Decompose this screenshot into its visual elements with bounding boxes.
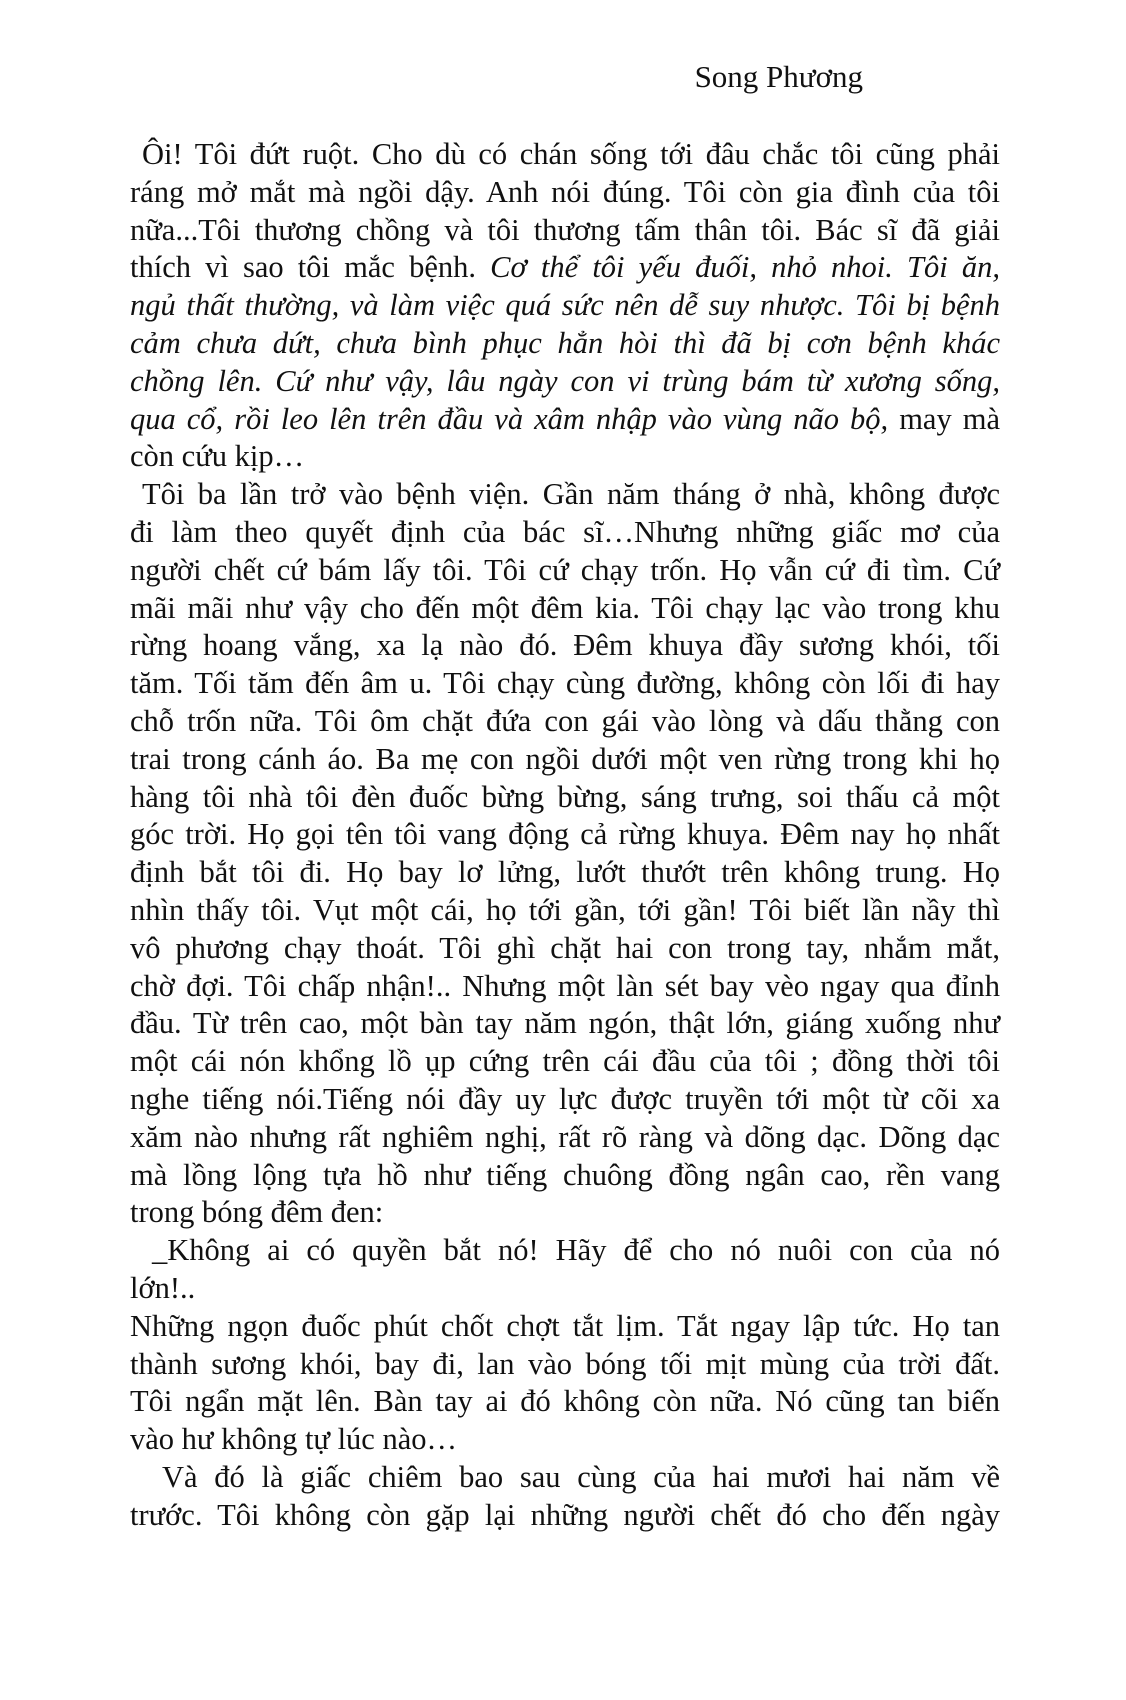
text-line	[130, 854, 1000, 892]
text-segment: trai trong cánh áo. Ba mẹ con ngồi dưới một ven rừng trong khi họ	[130, 741, 1000, 776]
italic-text-segment: ngủ thất thường, và làm việc quá sức nên dễ suy nhược. Tôi bị bệnh	[130, 288, 1000, 323]
text-segment: rừng hoang vắng, xa lạ nào đó. Đêm khuya đầy sương khói, tối	[130, 628, 1000, 663]
text-line	[130, 1157, 1000, 1195]
text-line	[130, 476, 1000, 514]
text-segment: mãi mãi như vậy cho đến một đêm kia. Tôi chạy lạc vào trong khu	[130, 590, 1000, 625]
text-line	[130, 1497, 1000, 1535]
text-line	[130, 136, 1000, 174]
text-segment: _Không ai có quyền bắt nó! Hãy để cho nó nuôi con của nó	[152, 1233, 1000, 1268]
text-segment: còn cứu kịp…	[130, 439, 305, 474]
text-segment: thích vì sao tôi mắc bệnh.	[130, 250, 491, 285]
text-line	[130, 590, 1000, 628]
text-line	[130, 212, 1000, 250]
text-line	[130, 1459, 1000, 1497]
text-segment: chỗ trốn nữa. Tôi ôm chặt đứa con gái vào lòng và dấu thằng con	[130, 703, 1000, 738]
text-segment: vô phương chạy thoát. Tôi ghì chặt hai con trong tay, nhắm mắt,	[130, 930, 1000, 965]
text-segment: Và đó là giấc chiêm bao sau cùng của hai mươi hai năm về	[162, 1459, 1000, 1494]
text-segment: đầu. Từ trên cao, một bàn tay năm ngón, thật lớn, giáng xuống như	[130, 1006, 1000, 1041]
text-segment: chờ đợi. Tôi chấp nhận!.. Nhưng một làn sét bay vèo ngay qua đỉnh	[130, 968, 1000, 1003]
text-line	[130, 665, 1000, 703]
running-header-author: Song Phương	[694, 59, 863, 94]
text-line	[130, 1119, 1000, 1157]
text-line	[130, 401, 1000, 439]
text-segment: mà lồng lộng tựa hồ như tiếng chuông đồng ngân cao, rền vang	[130, 1157, 1000, 1192]
text-line	[130, 816, 1000, 854]
text-line	[130, 363, 1000, 401]
text-segment: một cái nón khổng lồ ụp cứng trên cái đầu của tôi ; đồng thời tôi	[130, 1044, 1000, 1079]
text-line	[130, 1043, 1000, 1081]
text-segment: trước. Tôi không còn gặp lại những người chết đó cho đến ngày	[130, 1497, 1000, 1532]
text-line	[130, 552, 1000, 590]
text-line	[130, 892, 1000, 930]
text-line	[130, 1308, 1000, 1346]
text-segment: nhìn thấy tôi. Vụt một cái, họ tới gần, tới gần! Tôi biết lần nầy thì	[130, 892, 1000, 927]
text-line	[130, 741, 1000, 779]
text-segment: nghe tiếng nói.Tiếng nói đầy uy lực được truyền tới một từ cõi xa	[130, 1081, 1000, 1116]
text-line	[130, 930, 1000, 968]
text-segment: nữa...Tôi thương chồng và tôi thương tấm thân tôi. Bác sĩ đã giải	[130, 212, 1000, 247]
text-segment: trong bóng đêm đen:	[130, 1195, 384, 1230]
text-segment: Tôi ba lần trở vào bệnh viện. Gần năm tháng ở nhà, không được	[142, 477, 1000, 512]
body-text	[130, 136, 1000, 1534]
text-segment: may mà	[888, 401, 1000, 436]
text-line	[130, 249, 1000, 287]
text-segment: lớn!..	[130, 1270, 196, 1305]
text-line	[130, 968, 1000, 1006]
text-line	[130, 514, 1000, 552]
text-segment: tăm. Tối tăm đến âm u. Tôi chạy cùng đường, không còn lối đi hay	[130, 666, 1000, 701]
text-segment: góc trời. Họ gọi tên tôi vang động cả rừng khuya. Đêm nay họ nhất	[130, 817, 1000, 852]
text-line	[130, 438, 1000, 476]
text-line	[130, 1005, 1000, 1043]
text-segment: Tôi ngẩn mặt lên. Bàn tay ai đó không còn nữa. Nó cũng tan biến	[130, 1384, 1000, 1419]
text-segment: ráng mở mắt mà ngồi dậy. Anh nói đúng. Tôi còn gia đình của tôi	[130, 174, 1000, 209]
text-line	[130, 1194, 1000, 1232]
text-segment: vào hư không tự lúc nào…	[130, 1422, 457, 1457]
text-line	[130, 1081, 1000, 1119]
text-segment: định bắt tôi đi. Họ bay lơ lửng, lướt thướt trên không trung. Họ	[130, 855, 1000, 890]
text-line	[130, 1232, 1000, 1270]
text-segment: Những ngọn đuốc phút chốt chợt tắt lịm. Tắt ngay lập tức. Họ tan	[130, 1308, 1000, 1343]
italic-text-segment: qua cổ, rồi leo lên trên đầu và xâm nhập vào vùng não bộ,	[130, 401, 889, 436]
italic-text-segment: chồng lên. Cứ như vậy, lâu ngày con vi trùng bám từ xương sống,	[130, 363, 1000, 398]
text-segment: xăm nào nhưng rất nghiêm nghị, rất rõ ràng và dõng dạc. Dõng dạc	[130, 1119, 1000, 1154]
text-segment: người chết cứ bám lấy tôi. Tôi cứ chạy trốn. Họ vẫn cứ đi tìm. Cứ	[130, 552, 1000, 587]
text-line	[130, 287, 1000, 325]
text-line	[130, 703, 1000, 741]
text-line	[130, 1383, 1000, 1421]
text-segment: đi làm theo quyết định của bác sĩ…Nhưng những giấc mơ của	[130, 514, 1000, 549]
text-segment: thành sương khói, bay đi, lan vào bóng tối mịt mùng của trời đất.	[130, 1346, 1000, 1381]
text-line	[130, 325, 1000, 363]
italic-text-segment: cảm chưa dứt, chưa bình phục hẳn hòi thì đã bị cơn bệnh khác	[130, 325, 1000, 360]
text-line	[130, 1270, 1000, 1308]
text-segment: hàng tôi nhà tôi đèn đuốc bừng bừng, sáng trưng, soi thấu cả một	[130, 779, 1000, 814]
text-line	[130, 1346, 1000, 1384]
text-line	[130, 627, 1000, 665]
text-line	[130, 174, 1000, 212]
italic-text-segment: Cơ thể tôi yếu đuối, nhỏ nhoi. Tôi ăn,	[490, 250, 1000, 285]
text-line	[130, 779, 1000, 817]
text-segment: Ôi! Tôi đứt ruột. Cho dù có chán sống tới đâu chắc tôi cũng phải	[142, 137, 1000, 171]
text-line	[130, 1421, 1000, 1459]
